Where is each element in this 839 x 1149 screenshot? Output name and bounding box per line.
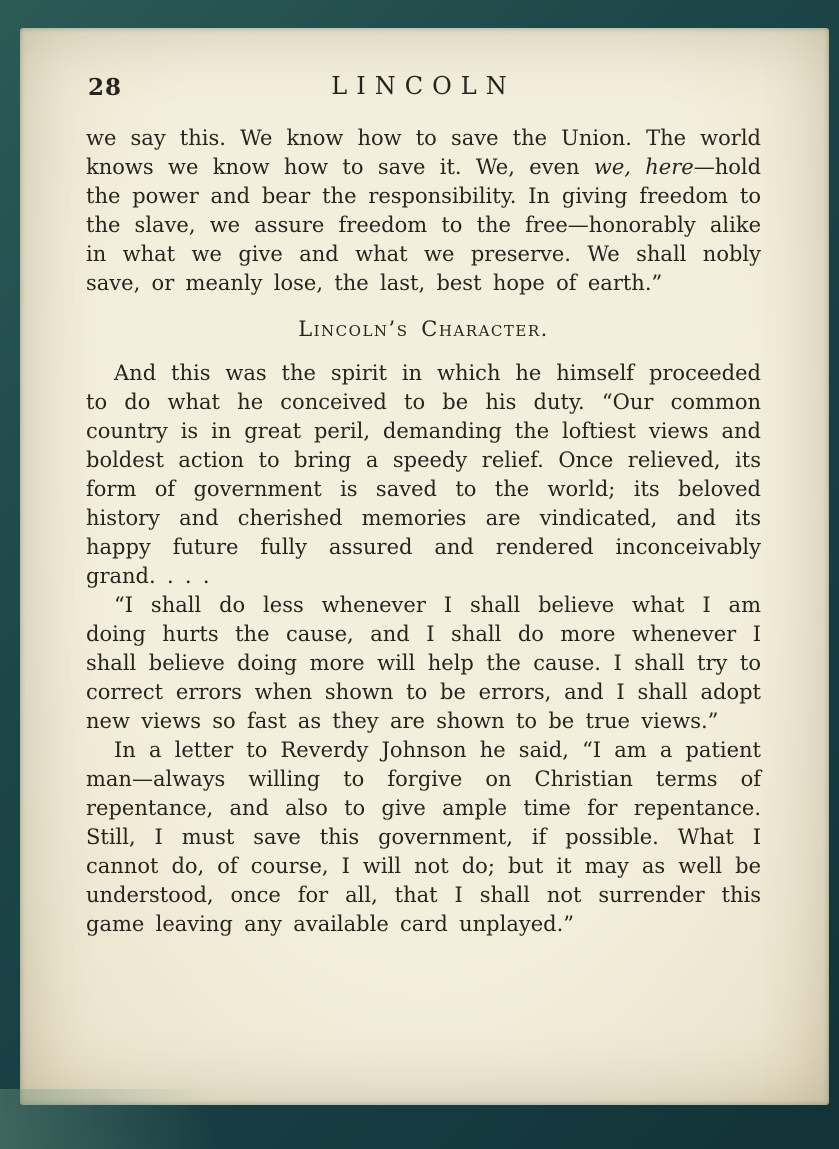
page-content-area [20,28,829,939]
section-heading: Lincoln’s Character. [298,317,549,341]
paragraph-union [86,124,761,298]
page-header [86,70,761,110]
paragraph-reverdy-johnson: In a letter to Reverdy Johnson he said, “I am a patient man—always willing to forgive on Christian terms of repentance, and also to give ample time for repentance. Still, I must save this government, if possible. What I cannot do, of course, I will not do; but it may as well be understood, once for all, that I shall not surrender this game leaving any available card unplayed.” [86,738,761,936]
paragraph-text: —hold the power and bear the responsibility. In giving freedom to the slave, we assure freedom to the free—honorably alike in what we give and what we preserve. We shall nobly save, or meanly lose, the last, best hope of earth.” [86,155,762,295]
page-number: 28 [88,74,123,101]
running-title: LINCOLN [331,72,516,100]
page-body [86,124,761,939]
paragraph-shall-do-less: “I shall do less whenever I shall believe what I am doing hurts the cause, and I shall do more whenever I shall believe doing more will help the cause. I shall try to correct errors when shown to be errors, and I shall adopt new views so fast as they are shown to be true views.” [86,593,761,733]
paragraph-emphasis: we, here [593,155,694,179]
paragraph-spirit: And this was the spirit in which he himself proceeded to do what he conceived to be his duty. “Our common country is in great peril, demanding the loftiest views and boldest action to bring a speedy relief. Once relieved, its form of government is saved to the world; its beloved history and cherished memories are vindicated, and its happy future fully assured and rendered inconceivably grand. . . . [86,361,761,588]
book-page [20,28,829,1105]
paragraph-text: we say this. We know how to save the Union. The world knows we know how to save it. We, even [86,126,761,179]
